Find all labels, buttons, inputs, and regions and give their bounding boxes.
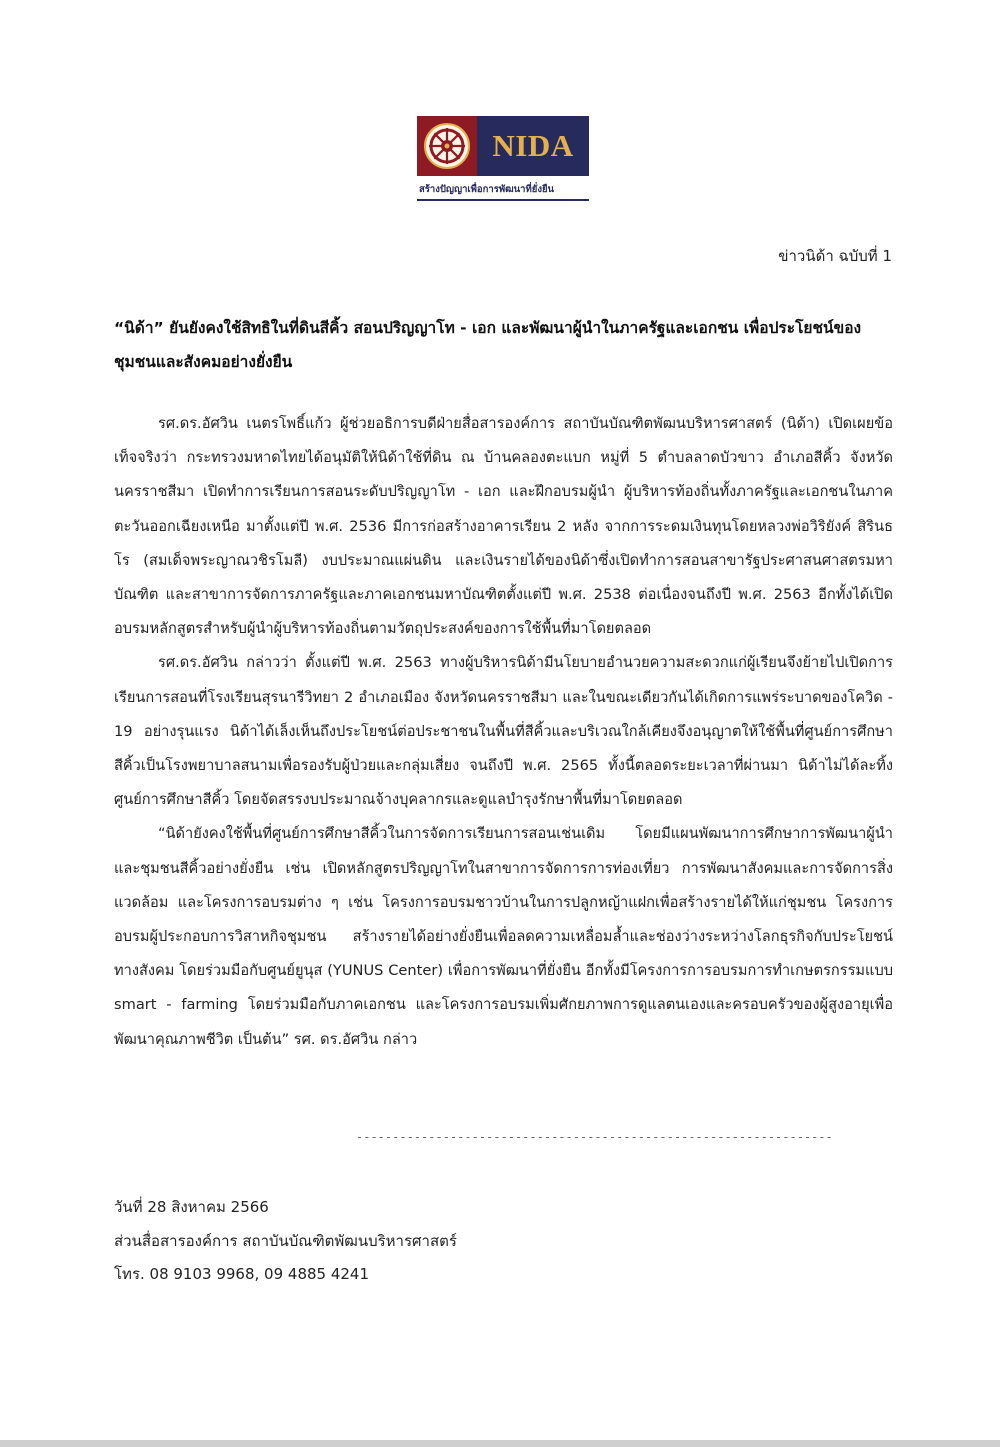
logo-underline [417,199,589,201]
issue-label: ข่าวนิด้า ฉบับที่ 1 [778,247,892,265]
issuing-department: ส่วนสื่อสารองค์การ สถาบันบัณฑิตพัฒนบริหารศาสตร์ [114,1231,457,1250]
section-divider: ------------------------------------------------------------------ [356,1130,833,1144]
release-footer [114,1191,457,1292]
headline: “นิด้า” ยันยังคงใช้สิทธิในที่ดินสีคิ้ว สอนปริญญาโท - เอก และพัฒนาผู้นำในภาครัฐและเอกชน เพื่อประโยชน์ของชุมชนและสังคมอย่างยั่งยืน [114,319,862,371]
paragraph-3: “นิด้ายังคงใช้พื้นที่ศูนย์การศึกษาสีคิ้วในการจัดการเรียนการสอนเช่นเดิม โดยมีแผนพัฒนาการศึกษาการพัฒนาผู้นำและชุมชนสีคิ้วอย่างยั่งยืน เช่น เปิดหลักสูตรปริญญาโทในสาขาการจัดการการท่องเที่ยว การพัฒนาสังคมและการจัดการสิ่งแวดล้อม และโครงการอบรมต่าง ๆ เช่น โครงการอบรมชาวบ้านในการปลูกหญ้าแฝกเพื่อสร้างรายได้ให้แก่ชุมชน โครงการอบรมผู้ประกอบการวิสาหกิจชุมชน สร้างรายได้อย่างยั่งยืนเพื่อลดความเหลื่อมล้ำและช่องว่างระหว่างโลกธุรกิจกับประโยชน์ทางสังคม โดยร่วมมือกับศูนย์ยูนุส (YUNUS Center) เพื่อการพัฒนาที่ยั่งยืน อีกทั้งมีโครงการการอบรมการทำเกษตรกรรมแบบ smart - farming โดยร่วมมือกับภาคเอกชน และโครงการอบรมเพิ่มศักยภาพการดูแลตนเองและครอบครัวของผู้สูงอายุเพื่อพัฒนาคุณภาพชีวิต เป็นต้น” รศ. ดร.อัศวิน กล่าว [114,825,893,1048]
paragraph-1: รศ.ดร.อัศวิน เนตรโพธิ์แก้ว ผู้ช่วยอธิการบดีฝ่ายสื่อสารองค์การ สถาบันบัณฑิตพัฒนบริหารศาสตร์ (นิด้า) เปิดเผยข้อเท็จจริงว่า กระทรวงมหาดไทยได้อนุมัติให้นิด้าใช้ที่ดิน ณ บ้านคลองตะแบก หมู่ที่ 5 ตำบลลาดบัวขาว อำเภอสีคิ้ว จังหวัดนครราชสีมา เปิดทำการเรียนการสอนระดับปริญญาโท - เอก และฝึกอบรมผู้นำ ผู้บริหารท้องถิ่นทั้งภาครัฐและเอกชนในภาคตะวันออกเฉียงเหนือ มาตั้งแต่ปี พ.ศ. 2536 มีการก่อสร้างอาคารเรียน 2 หลัง จากการระดมเงินทุนโดยหลวงพ่อวิริยังค์ สิรินธโร (สมเด็จพระญาณวชิรโมลี) งบประมาณแผ่นดิน และเงินรายได้ของนิด้าซึ่งเปิดทำการสอนสาขารัฐประศาสนศาสตรมหาบัณฑิต และสาขาการจัดการภาครัฐและภาคเอกชนมหาบัณฑิตตั้งแต่ปี พ.ศ. 2538 ต่อเนื่องจนถึงปี พ.ศ. 2563 อีกทั้งได้เปิดอบรมหลักสูตรสำหรับผู้นำผู้บริหารท้องถิ่นตามวัตถุประสงค์ของการใช้พื้นที่มาโดยตลอด [114,415,893,638]
nida-logo [417,116,589,201]
logo-tagline: สร้างปัญญาเพื่อการพัฒนาที่ยั่งยืน [419,184,555,195]
article-body [114,407,893,1057]
page-bottom-edge [0,1440,1000,1447]
release-date: วันที่ 28 สิงหาคม 2566 [114,1198,269,1216]
nida-seal-icon [417,116,477,176]
logo-wordmark: NIDA [492,128,574,163]
logo-banner [417,116,589,176]
paragraph-2: รศ.ดร.อัศวิน กล่าวว่า ตั้งแต่ปี พ.ศ. 2563 ทางผู้บริหารนิด้ามีนโยบายอำนวยความสะดวกแก่ผู้เรียนจึงย้ายไปเปิดการเรียนการสอนที่โรงเรียนสุรนารีวิทยา 2 อำเภอเมือง จังหวัดนครราชสีมา และในขณะเดียวกันได้เกิดการแพร่ระบาดของโควิด - 19 อย่างรุนแรง นิด้าได้เล็งเห็นถึงประโยชน์ต่อประชาชนในพื้นที่สีคิ้วและบริเวณใกล้เคียงจึงอนุญาตให้ใช้พื้นที่ศูนย์การศึกษาสีคิ้วเป็นโรงพยาบาลสนามเพื่อรองรับผู้ป่วยและกลุ่มเสี่ยง จนถึงปี พ.ศ. 2565 ทั้งนี้ตลอดระยะเวลาที่ผ่านมา นิด้าไม่ได้ละทิ้งศูนย์การศึกษาสีคิ้ว โดยจัดสรรงบประมาณจ้างบุคลากรและดูแลบำรุงรักษาพื้นที่มาโดยตลอด [114,654,893,809]
contact-phone: โทร. 08 9103 9968, 09 4885 4241 [114,1265,370,1283]
